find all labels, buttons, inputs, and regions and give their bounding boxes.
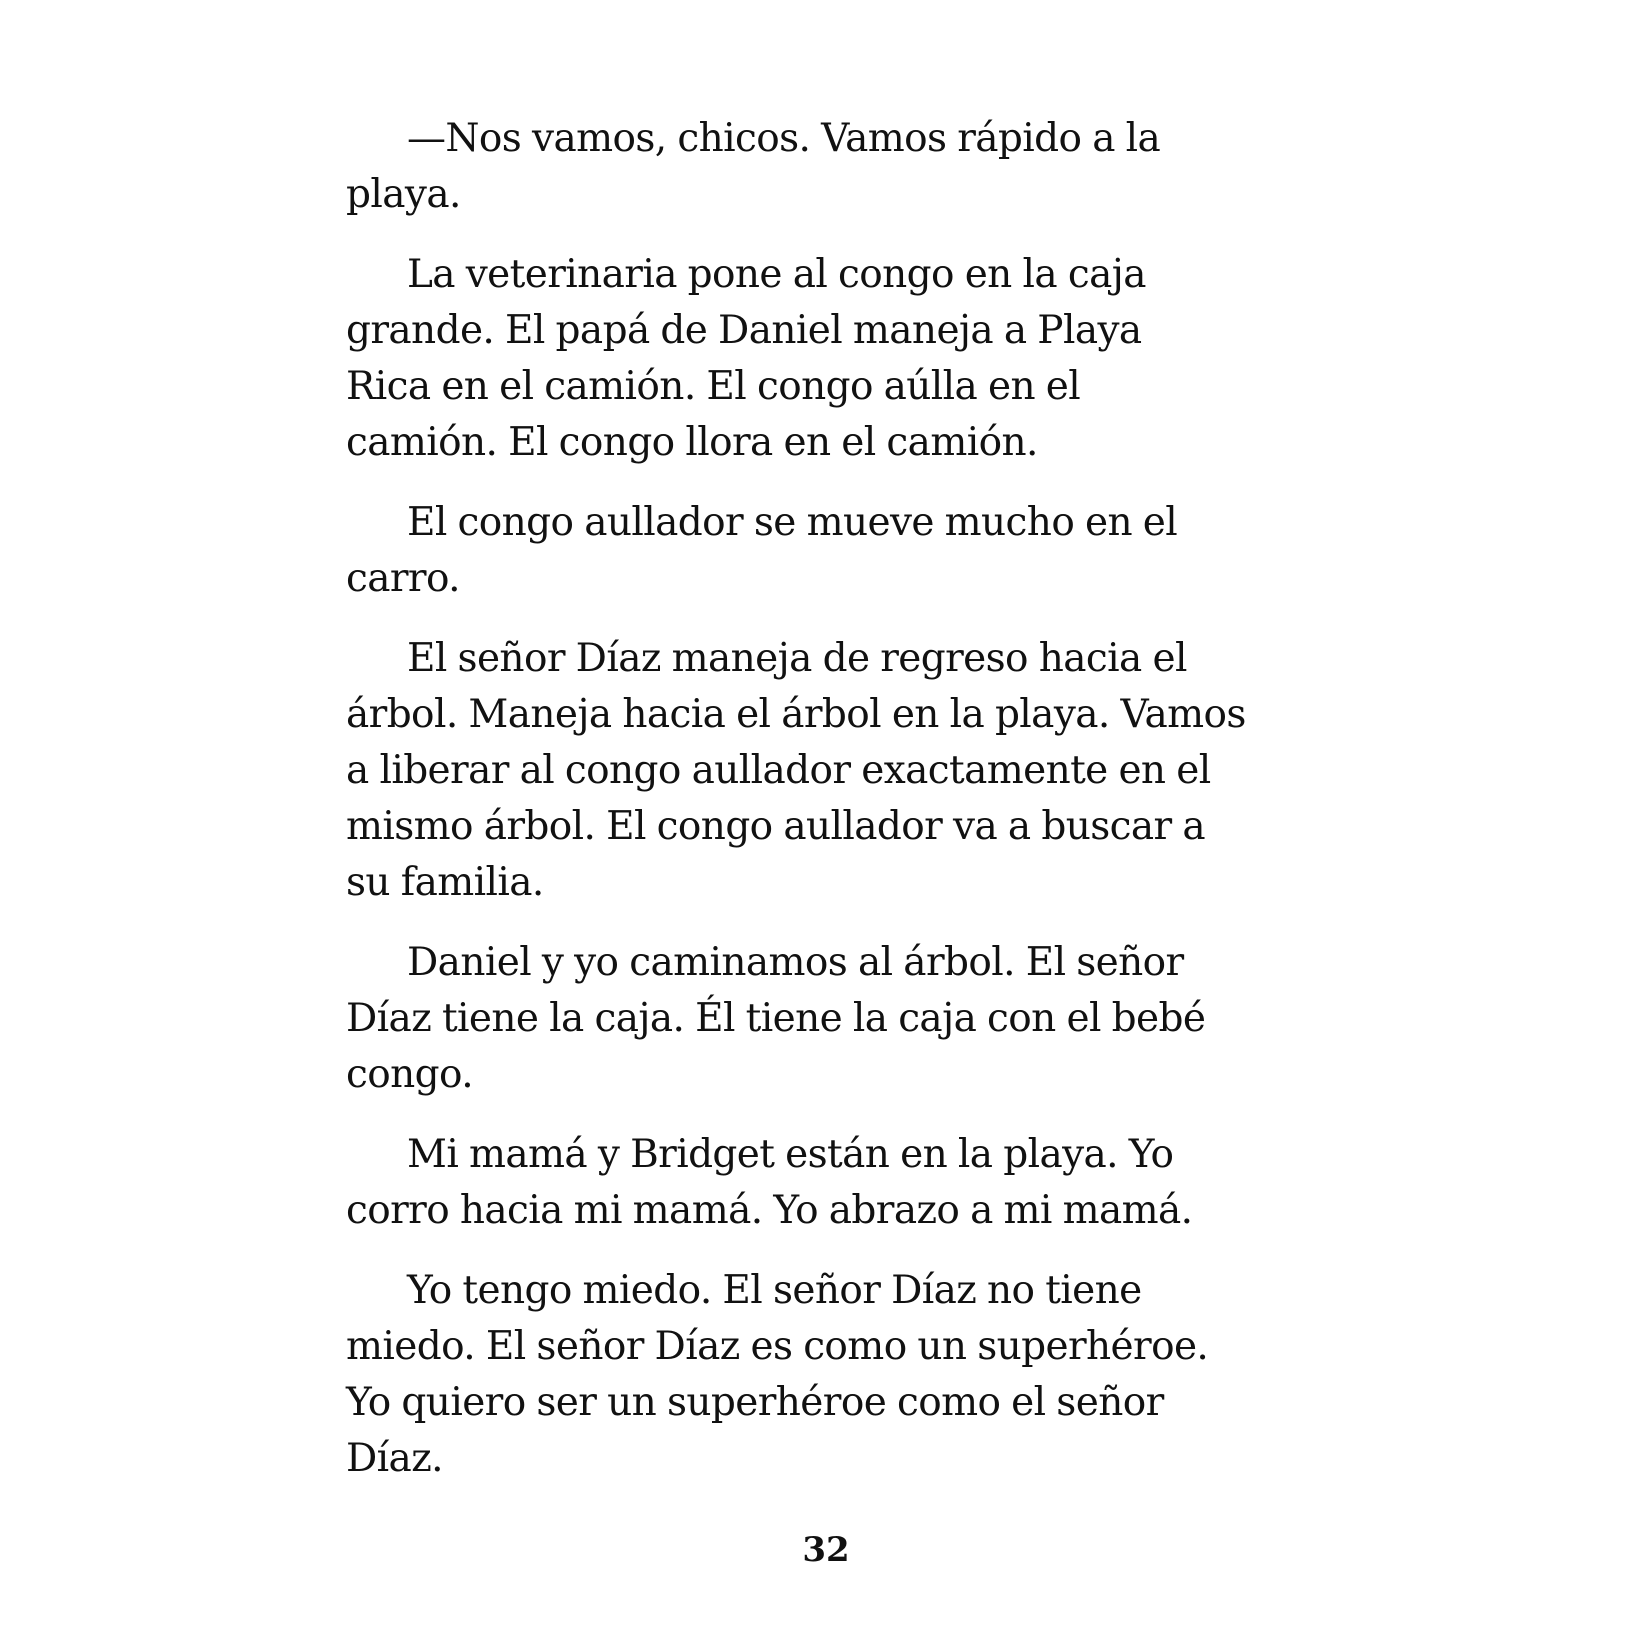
page-number: 32 (802, 1530, 850, 1570)
paragraph: —Nos vamos, chicos. Vamos rápido a la playa. (346, 116, 1161, 217)
paragraph: El señor Díaz maneja de regreso hacia el árbol. Maneja hacia el árbol en la playa. Vamos a liberar al congo aullador exactamente en el mismo árbol. El congo aullador va a buscar a su familia. (346, 636, 1246, 905)
paragraph: La veterinaria pone al congo en la caja grande. El papá de Daniel maneja a Playa Rica en el camión. El congo aúlla en el camión. El congo llora en el camión. (346, 252, 1146, 465)
paragraph: Mi mamá y Bridget están en la playa. Yo corro hacia mi mamá. Yo abrazo a mi mamá. (346, 1132, 1193, 1233)
page-body (346, 111, 1326, 1511)
paragraph: Yo tengo miedo. El señor Díaz no tiene miedo. El señor Díaz es como un superhéroe. Yo quiero ser un superhéroe como el señor Díaz. (346, 1268, 1209, 1481)
paragraph: El congo aullador se mueve mucho en el carro. (346, 500, 1178, 601)
paragraph: Daniel y yo caminamos al árbol. El señor Díaz tiene la caja. Él tiene la caja con el bebé congo. (346, 940, 1206, 1097)
